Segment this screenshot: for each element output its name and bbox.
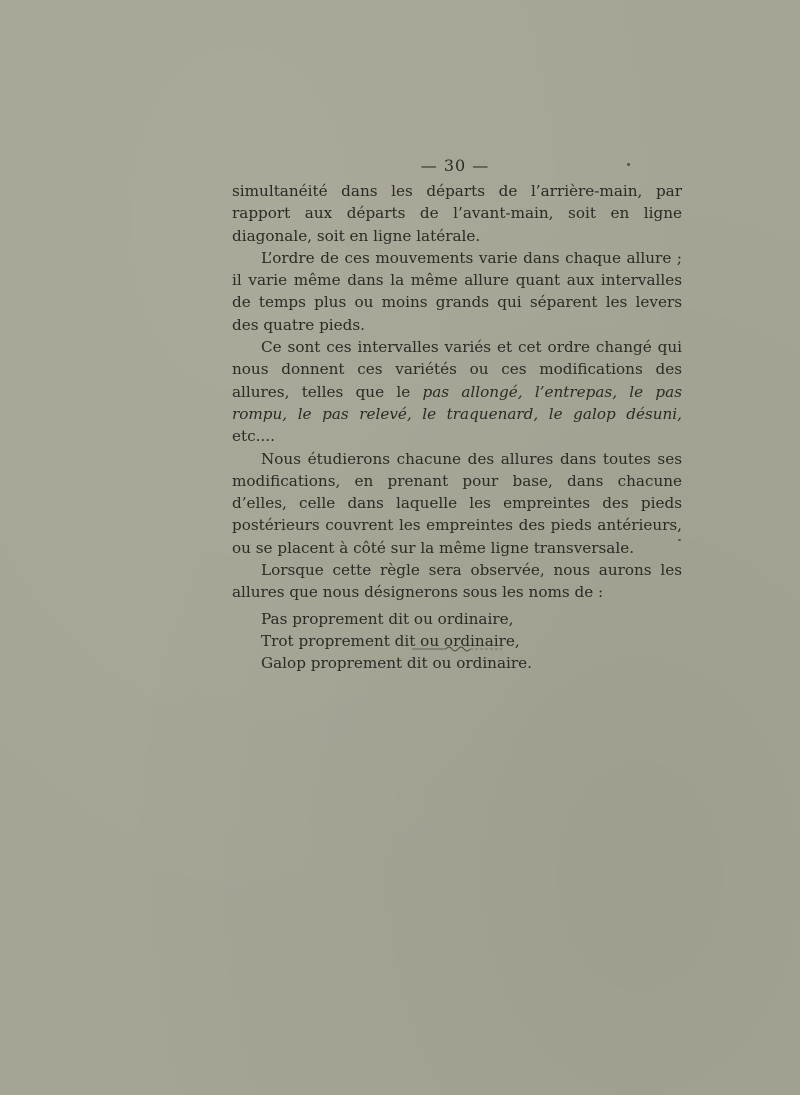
paragraph-4: Nous étudierons chacune des allures dans toutes ses modifications, en prenant pour base, dans chacune d’elles, celle dans laquelle les empreintes des pieds postérieurs couvrent les empreintes des pieds antérieurs, ou se placent à côté sur la même ligne transversale. <box>232 449 682 557</box>
paragraph-2: L’ordre de ces mouvements varie dans chaque allure ; il varie même dans la même allure quant aux intervalles de temps plus ou moins grands qui séparent les levers des quatre pieds. <box>232 248 682 334</box>
body-text <box>232 180 682 675</box>
page-number: — 30 — <box>420 156 490 175</box>
decorative-rule-ornament-icon <box>412 644 502 654</box>
paper-speck <box>678 539 681 541</box>
list-item-galop: Galop proprement dit ou ordinaire. <box>261 654 532 673</box>
paragraph-1: simultanéité dans les départs de l’arrière-main, par rapport aux départs de l’avant-main, soit en ligne diagonale, soit en ligne latérale. <box>232 182 682 245</box>
list-item-pas: Pas proprement dit ou ordinaire, <box>261 609 514 628</box>
paragraph-3-lead: Ce sont ces intervalles variés et cet ordre changé qui nous donnent ces variétés ou ces modifications des allures, telles que le <box>232 338 682 401</box>
paragraph-5: Lorsque cette règle sera observée, nous aurons les allures que nous désignerons sous les noms de : <box>232 561 682 602</box>
paper-speck <box>627 163 630 166</box>
paragraph-3 <box>232 336 682 447</box>
paragraph-3-tail: etc.... <box>232 427 275 446</box>
paragraph-3-italic-terms: pas allongé, l’entrepas, le pas rompu, le pas relevé, le traquenard, le galop désuni, <box>232 382 683 423</box>
list-item-trot: Trot proprement dit ou ordinaire, <box>261 631 520 650</box>
